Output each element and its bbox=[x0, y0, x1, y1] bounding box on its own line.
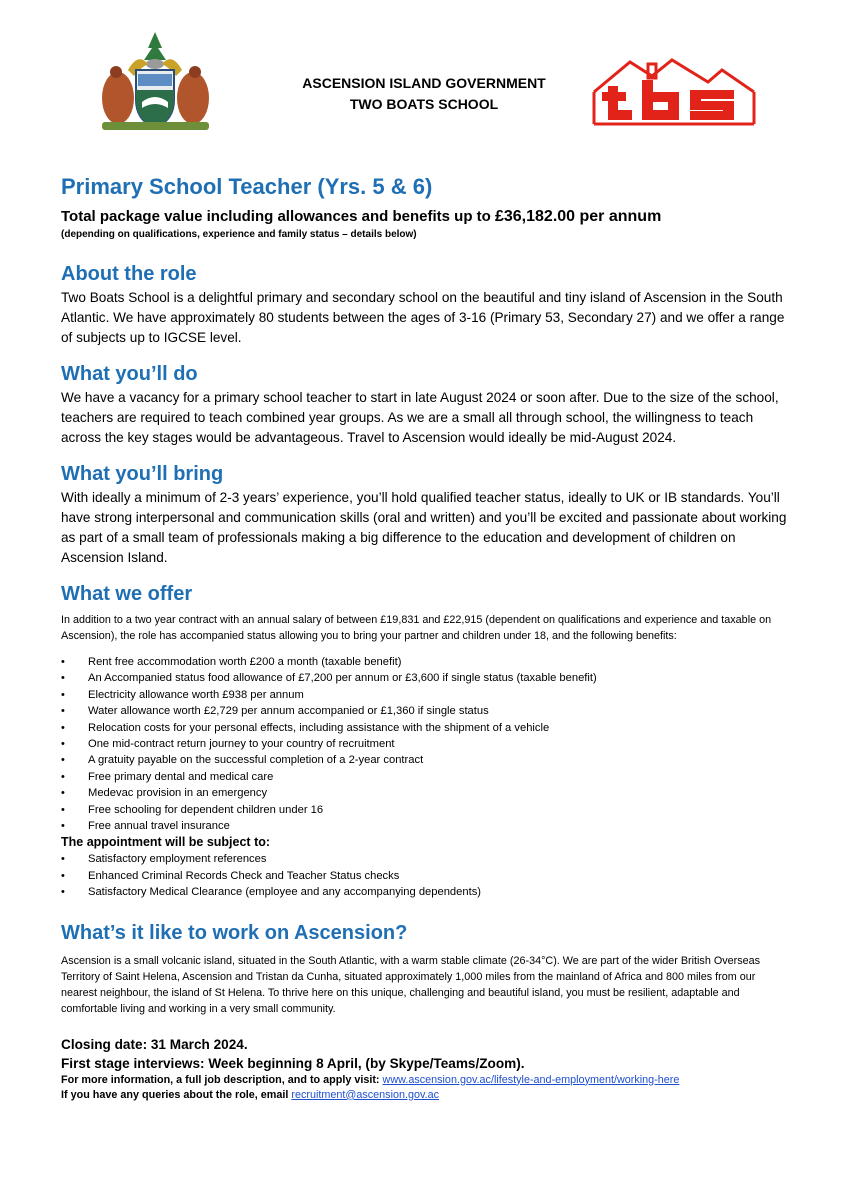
list-item: • Satisfactory Medical Clearance (employee and any accompanying dependents) bbox=[61, 884, 791, 900]
offer-heading: What we offer bbox=[61, 583, 193, 605]
do-text: We have a vacancy for a primary school teacher to start in late August 2024 or soon after. Due to the size of the school, teachers are required to teach combined year groups. As we are a small all through school, the willingness to teach across the key stages would be advantageous. Travel to Ascension would ideally be mid-August 2024. bbox=[61, 390, 779, 445]
closing-date: Closing date: 31 March 2024. bbox=[61, 1036, 248, 1052]
package-text: Total package value including allowances and benefits up to bbox=[61, 208, 495, 225]
section-about bbox=[61, 260, 791, 348]
main-content bbox=[61, 172, 791, 1103]
working-here-link[interactable]: www.ascension.gov.ac/lifestyle-and-employment/working-here bbox=[382, 1073, 680, 1086]
list-item: • Rent free accommodation worth £200 a month (taxable benefit) bbox=[61, 654, 791, 670]
coat-of-arms-icon bbox=[98, 30, 213, 135]
list-item: • One mid-contract return journey to your country of recruitment bbox=[61, 736, 791, 752]
list-item: • Relocation costs for your personal effects, including assistance with the shipment of a vehicle bbox=[61, 720, 791, 736]
queries-line bbox=[61, 1088, 791, 1103]
package-amount: £36,182.00 per annum bbox=[494, 208, 662, 225]
conditions-list bbox=[61, 851, 791, 900]
list-item: • Medevac provision in an emergency bbox=[61, 785, 791, 801]
recruitment-email-link[interactable]: recruitment@ascension.gov.ac bbox=[291, 1088, 439, 1101]
like-heading: What’s it like to work on Ascension? bbox=[61, 921, 408, 944]
school-name: TWO BOATS SCHOOL bbox=[349, 96, 499, 112]
bring-text: With ideally a minimum of 2-3 years’ experience, you’ll hold qualified teacher status, ideally to UK or IB standards. You’ll have strong interpersonal and communication skills (oral and written) and you’ll be excited and passionate about working as part of a small team of professionals making a big difference to the education and development of children on Ascension Island. bbox=[61, 490, 787, 565]
do-heading: What you’ll do bbox=[61, 363, 198, 385]
section-what-youll-bring bbox=[61, 460, 791, 568]
list-item: • Water allowance worth £2,729 per annum accompanied or £1,360 if single status bbox=[61, 703, 791, 719]
section-like-ascension bbox=[61, 919, 791, 1017]
list-item: • Enhanced Criminal Records Check and Teacher Status checks bbox=[61, 868, 791, 884]
tbs-school-logo bbox=[590, 52, 758, 128]
interviews-info: First stage interviews: Week beginning 8 April, (by Skype/Teams/Zoom). bbox=[61, 1055, 525, 1071]
about-text: Two Boats School is a delightful primary and secondary school on the beautiful and tiny island of Ascension in the South Atlantic. We have approximately 80 students between the ages of 3-16 (Primary 53, Secondary 27) and we offer a range of subjects up to IGCSE level. bbox=[61, 290, 785, 345]
about-heading: About the role bbox=[61, 263, 197, 285]
offer-intro: In addition to a two year contract with an annual salary of between £19,831 and £22,915 (dependent on qualifications and experience and taxable on Ascension), the role has accompanied status allowing you to bring your partner and children under 18, and the following benefits: bbox=[61, 614, 772, 642]
list-item: • Satisfactory employment references bbox=[61, 851, 791, 867]
more-info-line bbox=[61, 1073, 791, 1088]
bring-heading: What you’ll bring bbox=[61, 463, 224, 485]
header bbox=[0, 0, 849, 150]
section-closing bbox=[61, 1035, 791, 1103]
list-item: • Electricity allowance worth £938 per annum bbox=[61, 687, 791, 703]
list-item: • An Accompanied status food allowance of £7,200 per annum or £3,600 if single status (taxable benefit) bbox=[61, 670, 791, 686]
government-name: ASCENSION ISLAND GOVERNMENT bbox=[302, 75, 546, 91]
package-note: (depending on qualifications, experience and family status – details below) bbox=[61, 229, 417, 240]
list-item: • Free annual travel insurance bbox=[61, 818, 791, 834]
list-item: • Free primary dental and medical care bbox=[61, 769, 791, 785]
job-title: Primary School Teacher (Yrs. 5 & 6) bbox=[61, 174, 433, 199]
package-value bbox=[61, 206, 791, 228]
section-what-we-offer bbox=[61, 580, 791, 901]
benefits-list bbox=[61, 654, 791, 834]
organisation-title bbox=[270, 73, 578, 115]
like-text: Ascension is a small volcanic island, situated in the South Atlantic, with a warm stable climate (26-34°C). We are part of the wider British Overseas Territory of Saint Helena, Ascension and Tristan da Cunha, situated approximately 1,000 miles from the mainland of Africa and 800 miles from our nearest neighbour, the island of St Helena. To thrive here on this unique, challenging and beautiful island, you must be resilient, adaptable and comfortable living and working in a very small community. bbox=[61, 954, 761, 1015]
conditions-heading: The appointment will be subject to: bbox=[61, 835, 271, 850]
list-item: • Free schooling for dependent children under 16 bbox=[61, 802, 791, 818]
queries-text: If you have any queries about the role, email bbox=[61, 1088, 292, 1101]
list-item: • A gratuity payable on the successful completion of a 2-year contract bbox=[61, 752, 791, 768]
section-what-youll-do bbox=[61, 360, 791, 448]
more-info-text: For more information, a full job description, and to apply visit: bbox=[61, 1073, 383, 1086]
